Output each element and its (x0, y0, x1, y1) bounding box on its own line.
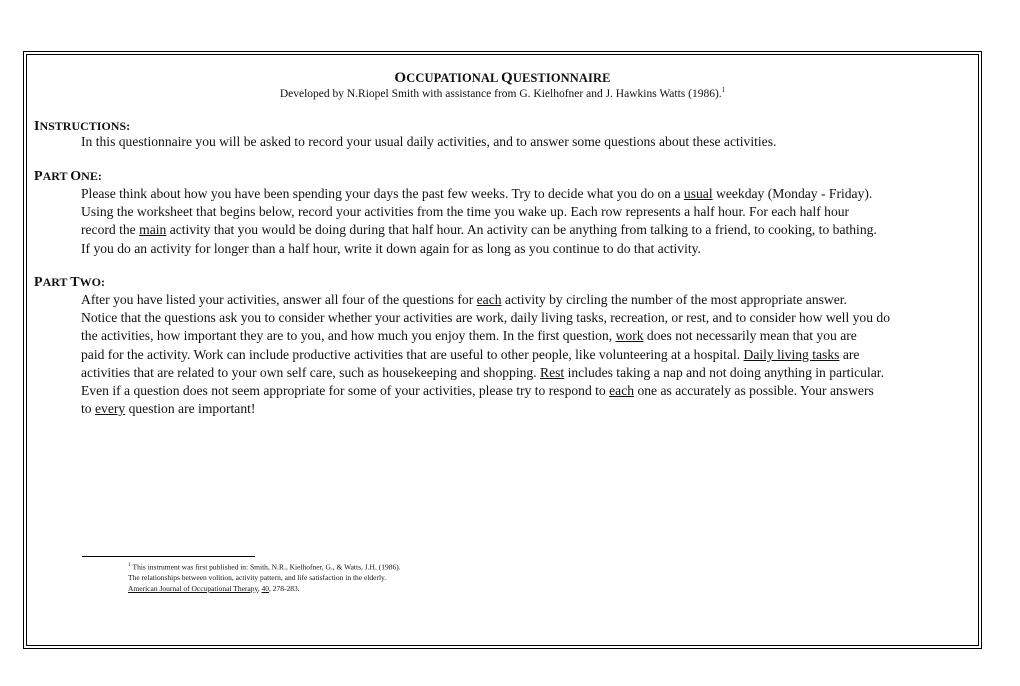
part-one-line-4: If you do an activity for longer than a half hour, write it down again for as long as you continue to do that activity. (81, 240, 701, 256)
title-cap-1: O (394, 70, 407, 86)
part-one-heading-cap-1: P (34, 169, 43, 184)
part-two-line-2: Notice that the questions ask you to consider whether your activities are work, daily living tasks, recreation, or rest, and to consider how well you do (81, 310, 891, 326)
part-two-line-1 (81, 291, 981, 309)
part-two-line-3-text-a: the activities, how important they are to you, and how much you enjoy them. In the first question, (81, 328, 616, 344)
footnote-volume: 40 (261, 583, 269, 593)
part-two-line-4 (81, 346, 981, 364)
part-one-line-3 (81, 221, 981, 239)
part-two-line-5-text-a: activities that are related to your own self care, such as housekeeping and shopping. (81, 364, 541, 380)
part-one-line-2: Using the worksheet that begins below, record your activities from the time you wake up. Each row represents a half hour. For each half hour (81, 204, 850, 220)
instructions-text: In this questionnaire you will be asked to record your usual daily activities, and to answer some questions about these activities. (81, 134, 777, 149)
page-frame-outer (23, 51, 982, 649)
part-one-line-3-text-a: record the (81, 222, 140, 238)
title-text-2: UESTIONNAIRE (512, 71, 611, 85)
part-one-heading-rest-2: NE: (81, 169, 102, 183)
title-text-1: CCUPATIONAL (406, 71, 502, 85)
footnote-line-3 (128, 584, 401, 595)
part-one-heading-cap-2: O (70, 169, 82, 184)
part-one-line-3-text-b: activity that you would be doing during that half hour. An activity can be anything from talking to a friend, to cooking, to bathing. (166, 222, 877, 238)
part-two-underlined-rest: Rest (540, 364, 565, 380)
document-subtitle (27, 86, 978, 100)
part-two-line-4-text-b: are (839, 346, 860, 362)
part-two-line-3 (81, 327, 981, 345)
part-one-underlined-main: main (139, 222, 167, 238)
part-two-heading-cap-2: T (70, 275, 80, 290)
part-one-line-1-text-b: weekday (Monday - Friday). (712, 186, 873, 201)
part-two-line-6-text-b: one as accurately as possible. Your answers (634, 383, 874, 399)
part-two-line-6 (81, 382, 981, 400)
part-two-line-7-text-b: question are important! (125, 401, 256, 417)
part-two-heading-rest-1: ART (42, 275, 71, 289)
part-two-underlined-each: each (476, 292, 502, 307)
part-two-underlined-work: work (615, 328, 644, 344)
footnote-journal-name: American Journal of Occupational Therapy (128, 583, 258, 593)
subtitle-footnote-marker: 1 (721, 86, 726, 94)
part-two-line-5-text-b: includes taking a nap and not doing anything in particular. (564, 364, 884, 380)
part-two-underlined-daily-living-tasks: Daily living tasks (743, 346, 840, 362)
footnote-line-1 (128, 560, 401, 573)
part-two-line-3-text-b: does not necessarily mean that you are (643, 328, 857, 344)
subtitle-text: Developed by N.Riopel Smith with assistance from G. Kielhofner and J. Hawkins Watts (1986). (279, 87, 722, 100)
part-one-heading-rest-1: ART (42, 169, 71, 183)
part-two-paragraph (81, 291, 981, 418)
part-one-underlined-usual: usual (683, 186, 713, 201)
part-two-line-4-text-a: paid for the activity. Work can include productive activities that are useful to other people, like volunteering at a hospital. (81, 346, 744, 362)
footnote (128, 560, 401, 594)
part-one-line-1 (81, 185, 981, 203)
part-two-line-1-text-a: After you have listed your activities, answer all four of the questions for (81, 292, 477, 307)
instructions-heading-cap: I (34, 119, 40, 134)
part-two-underlined-each-2: each (609, 383, 635, 399)
instructions-paragraph (81, 133, 981, 151)
part-two-heading-cap-1: P (34, 275, 43, 290)
part-two-line-6-text-a: Even if a question does not seem appropriate for some of your activities, please try to respond to (81, 383, 610, 399)
page-frame-inner (26, 54, 979, 646)
title-cap-2: Q (501, 70, 513, 86)
document-title (27, 70, 978, 87)
part-one-heading (34, 169, 102, 185)
footnote-line-1-text: This instrument was first published in: Smith, N.R., Kielhofner, G., & Watts, J.H. (1986). (130, 562, 401, 572)
footnote-line-2: The relationships between volition, activity pattern, and life satisfaction in the elderly. (128, 573, 387, 582)
part-two-line-1-text-b: activity by circling the number of the most appropriate answer. (501, 292, 847, 307)
part-two-heading (34, 275, 105, 291)
part-two-heading-rest-2: WO: (79, 275, 105, 289)
part-two-line-5 (81, 364, 981, 382)
part-one-paragraph (81, 185, 981, 258)
footnote-marker: 1 (128, 562, 131, 568)
footnote-separator-comma: , (257, 583, 262, 593)
part-two-underlined-every: every (94, 401, 126, 417)
instructions-heading-rest: NSTRUCTIONS: (39, 119, 131, 133)
part-two-line-7 (81, 400, 981, 418)
part-two-line-7-text-a: to (81, 401, 95, 417)
footnote-pages: , 278-283. (269, 583, 300, 593)
footnote-separator (82, 556, 255, 557)
part-one-line-1-text-a: Please think about how you have been spending your days the past few weeks. Try to decide what you do on a (81, 186, 684, 201)
